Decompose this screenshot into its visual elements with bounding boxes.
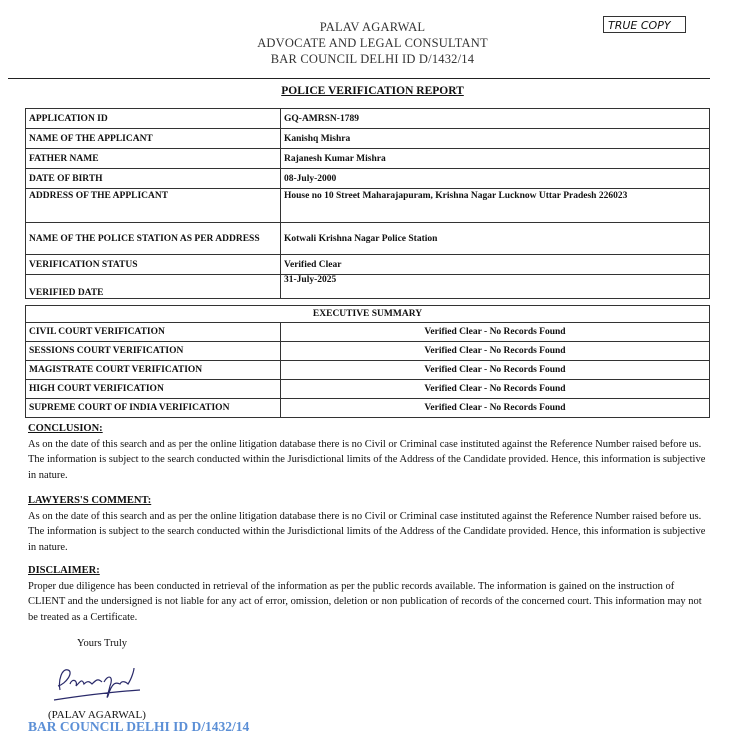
- conclusion-section: [28, 421, 708, 483]
- row-label: FATHER NAME: [26, 149, 281, 169]
- comment-heading: LAWYERS'S COMMENT:: [28, 495, 152, 506]
- row-value: 08-July-2000: [281, 169, 710, 189]
- advocate-designation: ADVOCATE AND LEGAL CONSULTANT: [257, 36, 488, 50]
- footer-bar-id: BAR COUNCIL DELHI ID D/1432/14: [28, 719, 250, 734]
- table-row: [26, 109, 710, 129]
- signature-image: [50, 660, 150, 708]
- table-row: [26, 380, 710, 399]
- table-row: [26, 399, 710, 418]
- row-value: Kotwali Krishna Nagar Police Station: [281, 223, 710, 255]
- conclusion-text: As on the date of this search and as per the online litigation database there is no Civil or Criminal case instituted against the Reference Number raised before us. The information is subject to the search conducted within the Jurisdictional limits of the Address of the Candidate provided. Hence, this information is subjective in nature.: [28, 438, 706, 481]
- table-row: [26, 255, 710, 275]
- table-row: [26, 169, 710, 189]
- conclusion-heading: CONCLUSION:: [28, 423, 103, 434]
- row-label: SUPREME COURT OF INDIA VERIFICATION: [26, 399, 281, 418]
- row-value: Verified Clear - No Records Found: [281, 399, 710, 418]
- table-row: [26, 189, 710, 223]
- disclaimer-section: [28, 563, 708, 625]
- summary-title: EXECUTIVE SUMMARY: [26, 306, 710, 323]
- row-label: VERIFIED DATE: [26, 275, 281, 299]
- executive-summary-table: [25, 305, 710, 418]
- summary-header-row: [26, 306, 710, 323]
- row-value: Verified Clear - No Records Found: [281, 380, 710, 399]
- row-label: VERIFICATION STATUS: [26, 255, 281, 275]
- advocate-name: PALAV AGARWAL: [319, 20, 426, 34]
- row-value: Verified Clear - No Records Found: [281, 342, 710, 361]
- lawyers-comment-section: [28, 493, 708, 555]
- table-row: [26, 275, 710, 299]
- row-label: SESSIONS COURT VERIFICATION: [26, 342, 281, 361]
- row-label: CIVIL COURT VERIFICATION: [26, 323, 281, 342]
- row-label: ADDRESS OF THE APPLICANT: [26, 189, 281, 223]
- row-value: Verified Clear: [281, 255, 710, 275]
- report-title: POLICE VERIFICATION REPORT: [281, 85, 464, 97]
- row-value: Kanishq Mishra: [281, 129, 710, 149]
- table-row: [26, 129, 710, 149]
- table-row: [26, 223, 710, 255]
- true-copy-stamp: TRUE COPY: [603, 16, 686, 33]
- row-label: DATE OF BIRTH: [26, 169, 281, 189]
- row-label: HIGH COURT VERIFICATION: [26, 380, 281, 399]
- row-label: MAGISTRATE COURT VERIFICATION: [26, 361, 281, 380]
- row-value: GQ-AMRSN-1789: [281, 109, 710, 129]
- row-label: NAME OF THE APPLICANT: [26, 129, 281, 149]
- header-bar-id: BAR COUNCIL DELHI ID D/1432/14: [270, 52, 475, 66]
- disclaimer-text: Proper due diligence has been conducted in retrieval of the information as per the public records available. The information is gained on the instruction of CLIENT and the undersigned is not liable for any act of error, omission, deletion or non publication of records of the concerned court. This information may not be treated as a Certificate.: [28, 580, 702, 623]
- table-row: [26, 361, 710, 380]
- comment-text: As on the date of this search and as per the online litigation database there is no Civil or Criminal case instituted against the Reference Number raised before us. The information is subject to the search conducted within the Jurisdictional limits of the Address of the Candidate provided. Hence, this information is subjective in nature.: [28, 510, 706, 553]
- table-row: [26, 149, 710, 169]
- row-value: Verified Clear - No Records Found: [281, 323, 710, 342]
- row-value: 31-July-2025: [281, 275, 710, 299]
- table-row: [26, 323, 710, 342]
- row-label: APPLICATION ID: [26, 109, 281, 129]
- details-table: [25, 108, 710, 299]
- row-label: NAME OF THE POLICE STATION AS PER ADDRESS: [26, 223, 281, 255]
- row-value: Rajanesh Kumar Mishra: [281, 149, 710, 169]
- closing-text: Yours Truly: [77, 638, 128, 649]
- table-row: [26, 342, 710, 361]
- row-value: House no 10 Street Maharajapuram, Krishna Nagar Lucknow Uttar Pradesh 226023: [281, 189, 710, 223]
- signatory-name: (PALAV AGARWAL): [48, 709, 146, 721]
- row-value: Verified Clear - No Records Found: [281, 361, 710, 380]
- disclaimer-heading: DISCLAIMER:: [28, 565, 100, 576]
- header-divider: [8, 78, 710, 79]
